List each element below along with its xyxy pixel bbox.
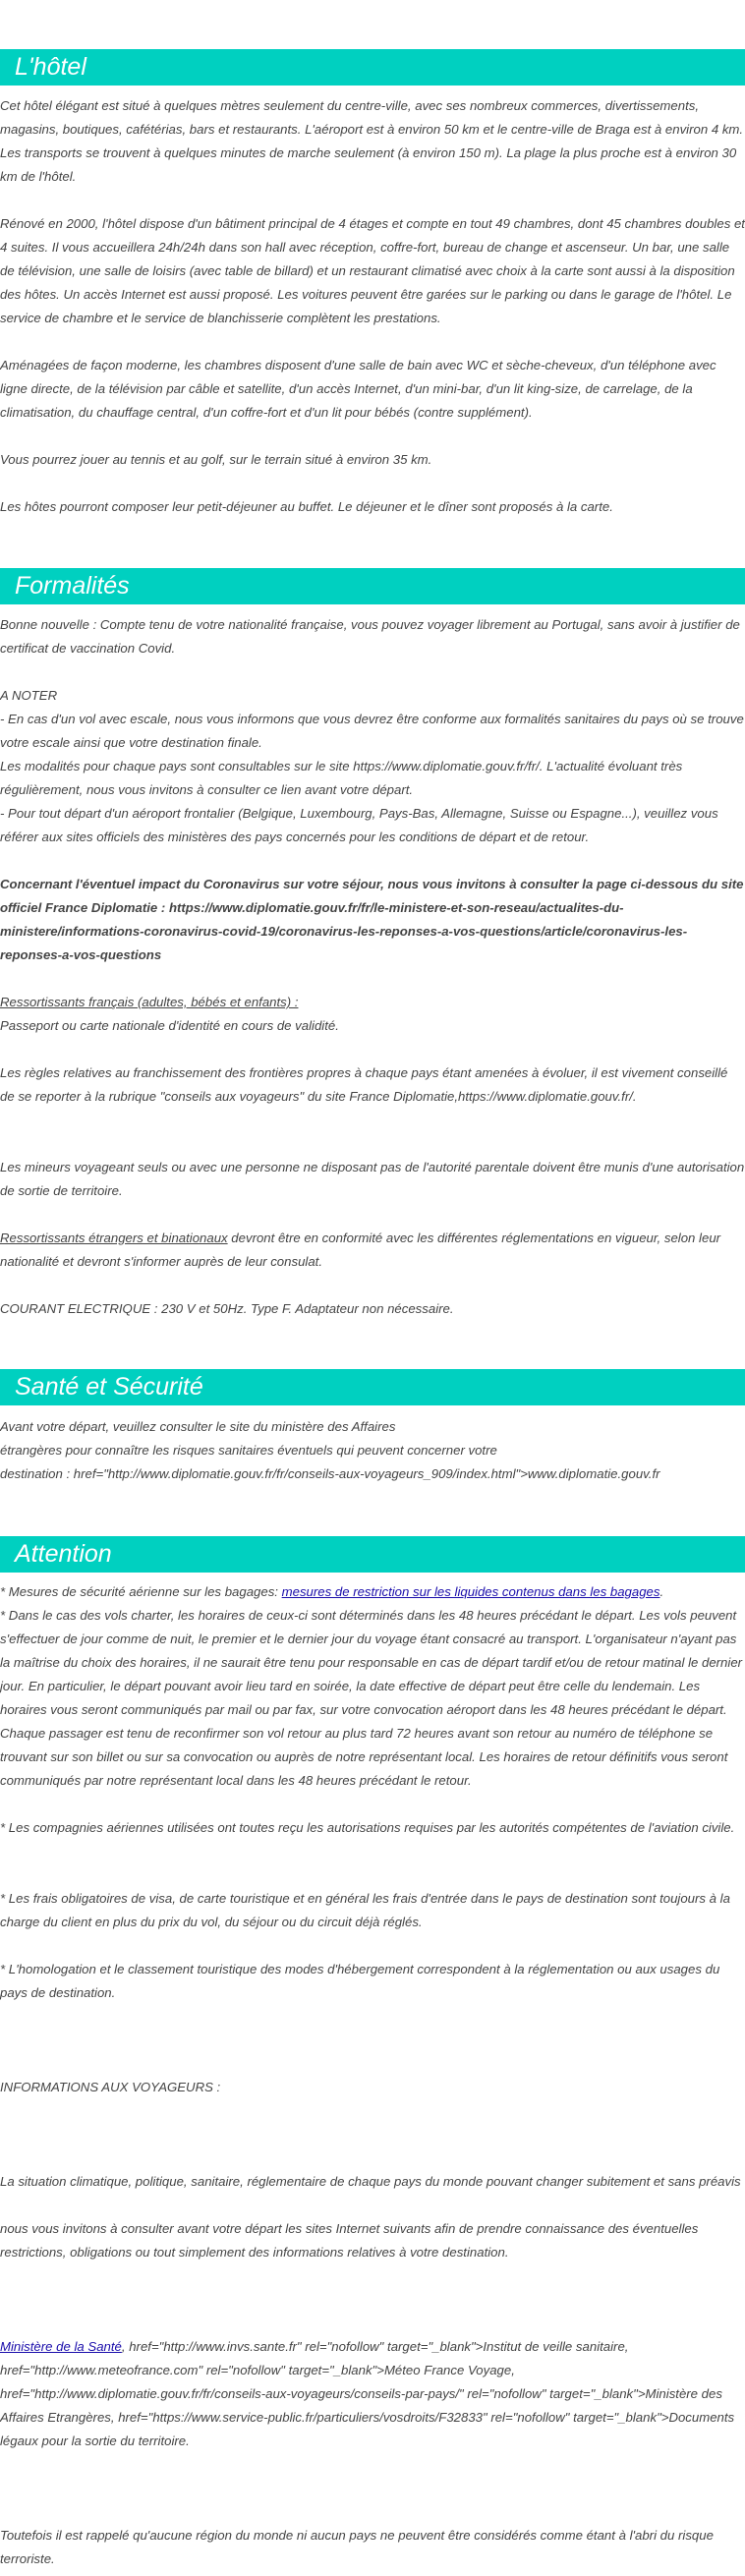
- attention-terroriste: Toutefois il est rappelé qu'aucune région du monde ni aucun pays ne peuvent être considérés comme étant à l'abri du risque terroriste.: [0, 2528, 714, 2566]
- attention-frais: * Les frais obligatoires de visa, de carte touristique et en général les frais d'entrée dans le pays de destination sont toujours à la charge du client en plus du prix du vol, du séjour ou du circuit déjà réglés.: [0, 1891, 730, 1929]
- attention-situation-1: La situation climatique, politique, sanitaire, réglementaire de chaque pays du monde pouvant changer subitement et sans préavis: [0, 2174, 741, 2189]
- formalites-electric-current: COURANT ELECTRIQUE : 230 V et 50Hz. Type F. Adaptateur non nécessaire.: [0, 1301, 454, 1316]
- attention-mesures-suffix: .: [659, 1584, 664, 1599]
- hotel-paragraph-location: Cet hôtel élégant est situé à quelques mètres seulement du centre-ville, avec ses nombreux commerces, divertissements, magasins, boutiques, cafétérias, bars et restaurants. L'aéroport est à environ 50 km et le centre-ville de Braga est à environ 4 km. Les transports se trouvent à quelques minutes de marche seulement (à environ 150 m). La plage la plus proche est à environ 30 km de l'hôtel.: [0, 98, 744, 184]
- formalites-foreign-title: Ressortissants étrangers et binationaux: [0, 1231, 228, 1245]
- formalites-covid-notice: Concernant l'éventuel impact du Coronavirus sur votre séjour, nous vous invitons à consulter la page ci-dessous du site officiel France Diplomatie : https://www.diplomatie.gouv.fr/fr/le-ministere-et-son-reseau/actualites-du-ministere/informations-coronavirus-covid-19/coronavirus-les-reponses-a-vos-questions/article/coronavirus-les-reponses-a-vos-questions: [0, 877, 744, 962]
- attention-mesures-prefix: * Mesures de sécurité aérienne sur les bagages:: [0, 1584, 282, 1599]
- liquids-restriction-link[interactable]: mesures de restriction sur les liquides contenus dans les bagages: [281, 1584, 660, 1599]
- attention-ministeres: [0, 2335, 745, 2453]
- hotel-paragraph-sports: Vous pourrez jouer au tennis et au golf, sur le terrain situé à environ 35 km.: [0, 452, 432, 467]
- attention-situation-2: nous vous invitons à consulter avant votre départ les sites Internet suivants afin de prendre connaissance des éventuelles restrictions, obligations ou tout simplement des informations relatives à votre destination.: [0, 2221, 699, 2260]
- formalites-foreign-nationals: [0, 1227, 745, 1274]
- section-title-sante: Santé et Sécurité: [0, 1369, 745, 1405]
- formalites-noter-escale: - En cas d'un vol avec escale, nous vous informons que vous devrez être conforme aux formalités sanitaires du pays où se trouve votre escale ainsi que votre destination finale.: [0, 712, 744, 750]
- formalites-good-news: Bonne nouvelle : Compte tenu de votre nationalité française, vous pouvez voyager librement au Portugal, sans avoir à justifier de certificat de vaccination Covid.: [0, 617, 740, 656]
- hotel-paragraph-facilities: Rénové en 2000, l'hôtel dispose d'un bâtiment principal de 4 étages et compte en tout 49 chambres, dont 45 chambres doubles et 4 suites. Il vous accueillera 24h/24h dans son hall avec réception, coffre-fort, bureau de change et ascenseur. Un bar, une salle de télévision, une salle de loisirs (avec table de billard) et un restaurant climatisé avec choix à la carte sont aussi à la disposition des hôtes. Un accès Internet est aussi proposé. Les voitures peuvent être garées sur le parking ou dans le garage de l'hôtel. Le service de chambre et le service de blanchisserie complètent les prestations.: [0, 216, 745, 325]
- attention-infos-title: INFORMATIONS AUX VOYAGEURS :: [0, 2080, 221, 2094]
- formalites-noter-title: A NOTER: [0, 688, 58, 703]
- formalites-french-nationals-title: Ressortissants français (adultes, bébés et enfants) :: [0, 995, 299, 1009]
- formalites-noter-modalites: Les modalités pour chaque pays sont consultables sur le site https://www.diplomatie.gouv.fr/fr/. L'actualité évoluant très régulièrement, nous vous invitons à consulter ce lien avant votre départ.: [0, 759, 683, 797]
- sante-line-2: étrangères pour connaître les risques sanitaires éventuels qui peuvent concerner votre: [0, 1443, 497, 1458]
- attention-homologation: * L'homologation et le classement touristique des modes d'hébergement correspondent à la réglementation ou aux usages du pays de destination.: [0, 1962, 720, 2000]
- hotel-paragraph-meals: Les hôtes pourront composer leur petit-déjeuner au buffet. Le déjeuner et le dîner sont proposés à la carte.: [0, 499, 613, 514]
- formalites-foreign-text: devront être en conformité avec les différentes réglementations en vigueur, selon leur nationalité et devront s'informer auprès de leur consulat.: [0, 1231, 721, 1269]
- attention-ministeres-rest: , href="http://www.invs.sante.fr" rel="nofollow" target="_blank">Institut de veille sanitaire, href="http://www.meteofrance.com" rel="nofollow" target="_blank">Méteo France Voyage, href="http://www.diplomatie.gouv.fr/fr/conseils-aux-voyageurs/conseils-par-pays/" rel="nofollow" target="_blank">Ministère des Affaires Etrangères, href="https://www.service-public.fr/particuliers/vosdroits/F32833" rel="nofollow" target="_blank">Documents légaux pour la sortie du territoire.: [0, 2339, 735, 2448]
- sante-line-1: Avant votre départ, veuillez consulter le site du ministère des Affaires: [0, 1419, 396, 1434]
- hotel-paragraph-rooms: Aménagées de façon moderne, les chambres disposent d'une salle de bain avec WC et sèche-cheveux, d'un téléphone avec ligne directe, de la télévision par câble et satellite, d'un accès Internet, d'un mini-bar, d'un lit king-size, de carrelage, de la climatisation, du chauffage central, d'un coffre-fort et d'un lit pour bébés (contre supplément).: [0, 358, 716, 420]
- attention-mesures: [0, 1580, 745, 1604]
- section-title-hotel: L'hôtel: [0, 49, 745, 86]
- formalites-minors: Les mineurs voyageant seuls ou avec une personne ne disposant pas de l'autorité parentale doivent être munis d'une autorisation de sortie de territoire.: [0, 1160, 745, 1198]
- formalites-french-nationals-text: Passeport ou carte nationale d'identité en cours de validité.: [0, 1018, 339, 1033]
- formalites-border-rules: Les règles relatives au franchissement des frontières propres à chaque pays étant amenées à évoluer, il est vivement conseillé de se reporter à la rubrique "conseils aux voyageurs" du site France Diplomatie,https://www.diplomatie.gouv.fr/.: [0, 1065, 728, 1104]
- sante-line-3: destination : href="http://www.diplomatie.gouv.fr/fr/conseils-aux-voyageurs_909/index.html">www.diplomatie.gouv.fr: [0, 1466, 660, 1481]
- attention-compagnies: * Les compagnies aériennes utilisées ont toutes reçu les autorisations requises par les autorités compétentes de l'aviation civile.: [0, 1820, 735, 1835]
- section-title-attention: Attention: [0, 1536, 745, 1573]
- attention-charter: * Dans le cas des vols charter, les horaires de ceux-ci sont déterminés dans les 48 heures précédant le départ. Les vols peuvent s'effectuer de jour comme de nuit, le premier et le dernier jour du voyage étant consacré au transport. L'organisateur n'ayant pas la maîtrise du choix des horaires, il ne saurait être tenu pour responsable en cas de départ tardif et/ou de retour matinal le dernier jour. En particulier, le départ pouvant avoir lieu tard en soirée, la date effective de départ peut être celle du lendemain. Les horaires vous seront communiqués par mail ou par fax, sur votre convocation aéroport dans les 48 heures précédant le départ. Chaque passager est tenu de reconfirmer son vol retour au plus tard 72 heures avant son retour au numéro de téléphone se trouvant sur son billet ou sur sa convocation ou auprès de notre représentant local. Les horaires de retour définitifs vous seront communiqués par notre représentant local dans les 48 heures précédant le retour.: [0, 1608, 743, 1788]
- section-title-formalites: Formalités: [0, 568, 745, 604]
- ministere-sante-link[interactable]: Ministère de la Santé: [0, 2339, 122, 2354]
- formalites-noter-frontalier: - Pour tout départ d'un aéroport frontalier (Belgique, Luxembourg, Pays-Bas, Allemagne, Suisse ou Espagne...), veuillez vous référer aux sites officiels des ministères des pays concernés pour les conditions de départ et de retour.: [0, 806, 718, 844]
